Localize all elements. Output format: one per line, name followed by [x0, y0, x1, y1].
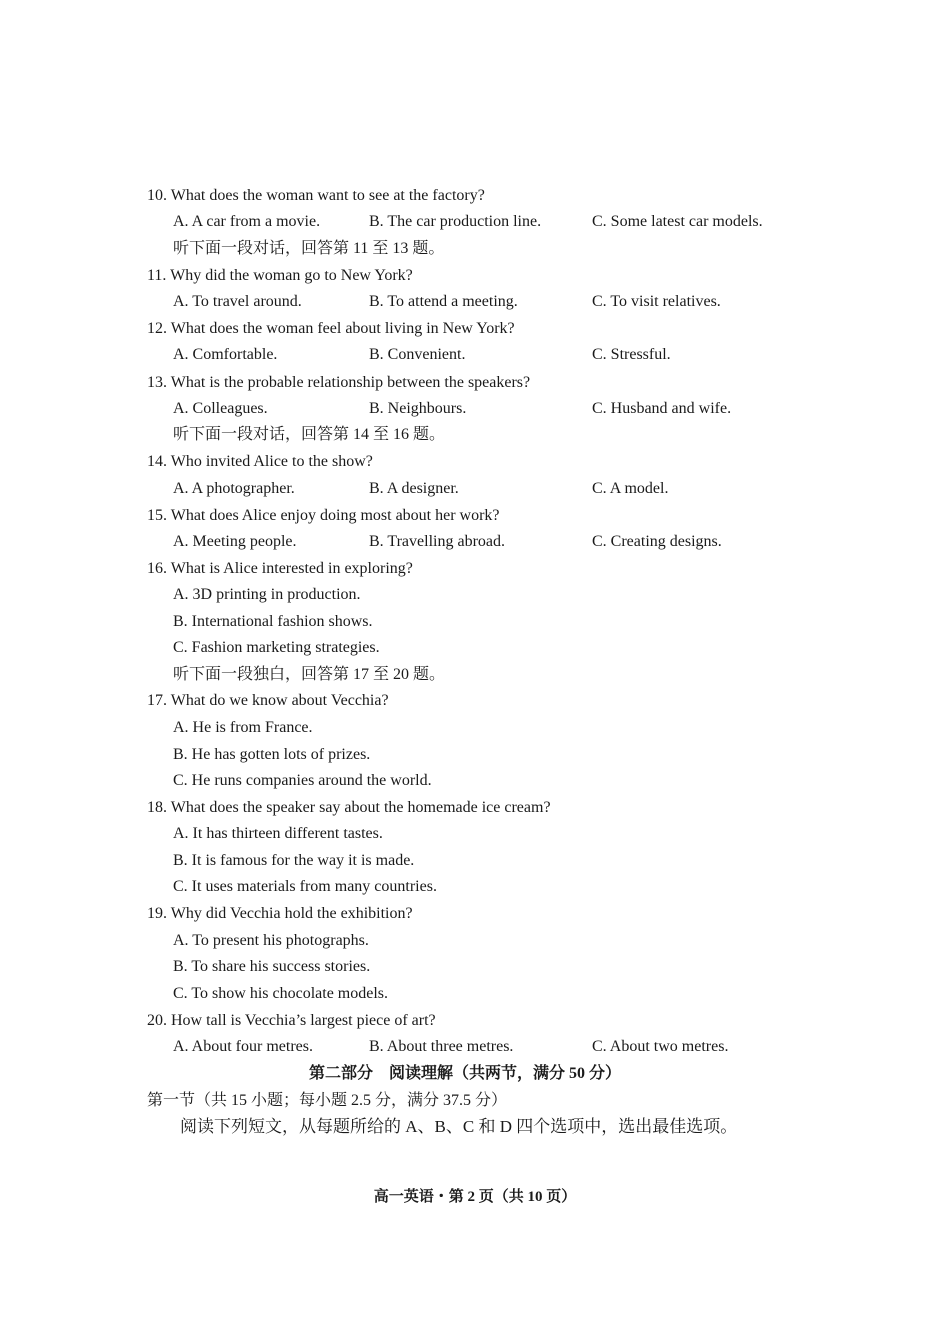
q17-option-c: C. He runs companies around the world.	[173, 772, 432, 789]
q19-option-a: A. To present his photographs.	[173, 932, 369, 949]
q13-option-a: A. Colleagues.	[173, 400, 268, 417]
q14-option-c: C. A model.	[592, 480, 669, 497]
q12-option-a: A. Comfortable.	[173, 346, 278, 363]
question-19: 19. Why did Vecchia hold the exhibition?	[147, 905, 413, 922]
q20-option-b: B. About three metres.	[369, 1038, 514, 1055]
q20-option-a: A. About four metres.	[173, 1038, 313, 1055]
q13-option-c: C. Husband and wife.	[592, 400, 732, 417]
question-18: 18. What does the speaker say about the homemade ice cream?	[147, 799, 551, 816]
part-two-title: 第二部分 阅读理解（共两节，满分 50 分）	[309, 1065, 622, 1082]
instruction-17-20: 听下面一段独白，回答第 17 至 20 题。	[173, 666, 446, 683]
question-10: 10. What does the woman want to see at the factory?	[147, 187, 485, 204]
q15-option-a: A. Meeting people.	[173, 533, 297, 550]
question-20: 20. How tall is Vecchia’s largest piece of art?	[147, 1012, 436, 1029]
q11-option-b: B. To attend a meeting.	[369, 293, 518, 310]
q10-option-c: C. Some latest car models.	[592, 213, 763, 230]
q15-option-b: B. Travelling abroad.	[369, 533, 505, 550]
q17-option-a: A. He is from France.	[173, 719, 313, 736]
q13-option-b: B. Neighbours.	[369, 400, 467, 417]
part-two-instruction: 阅读下列短文，从每题所给的 A、B、C 和 D 四个选项中，选出最佳选项。	[180, 1117, 738, 1136]
q12-option-b: B. Convenient.	[369, 346, 466, 363]
q11-option-c: C. To visit relatives.	[592, 293, 721, 310]
page-footer: 高一英语・第 2 页（共 10 页）	[373, 1189, 577, 1205]
q18-option-b: B. It is famous for the way it is made.	[173, 852, 415, 869]
q17-option-b: B. He has gotten lots of prizes.	[173, 746, 371, 763]
question-17: 17. What do we know about Vecchia?	[147, 692, 389, 709]
question-14: 14. Who invited Alice to the show?	[147, 453, 373, 470]
q14-option-a: A. A photographer.	[173, 480, 295, 497]
part-two-section-one: 第一节（共 15 小题；每小题 2.5 分，满分 37.5 分）	[147, 1092, 508, 1109]
instruction-14-16: 听下面一段对话，回答第 14 至 16 题。	[173, 426, 446, 443]
q16-option-b: B. International fashion shows.	[173, 613, 373, 630]
q11-option-a: A. To travel around.	[173, 293, 302, 310]
q10-option-b: B. The car production line.	[369, 213, 542, 230]
q12-option-c: C. Stressful.	[592, 346, 671, 363]
instruction-11-13: 听下面一段对话，回答第 11 至 13 题。	[173, 240, 445, 257]
question-13: 13. What is the probable relationship between the speakers?	[147, 374, 531, 391]
question-15: 15. What does Alice enjoy doing most about her work?	[147, 507, 500, 524]
q20-option-c: C. About two metres.	[592, 1038, 729, 1055]
q16-option-a: A. 3D printing in production.	[173, 586, 361, 603]
q18-option-a: A. It has thirteen different tastes.	[173, 825, 383, 842]
q19-option-c: C. To show his chocolate models.	[173, 985, 389, 1002]
question-16: 16. What is Alice interested in exploring?	[147, 560, 413, 577]
q10-option-a: A. A car from a movie.	[173, 213, 321, 230]
q15-option-c: C. Creating designs.	[592, 533, 722, 550]
question-12: 12. What does the woman feel about living in New York?	[147, 320, 515, 337]
q16-option-c: C. Fashion marketing strategies.	[173, 639, 380, 656]
q19-option-b: B. To share his success stories.	[173, 958, 371, 975]
question-11: 11. Why did the woman go to New York?	[147, 267, 413, 284]
q18-option-c: C. It uses materials from many countries.	[173, 878, 437, 895]
q14-option-b: B. A designer.	[369, 480, 459, 497]
